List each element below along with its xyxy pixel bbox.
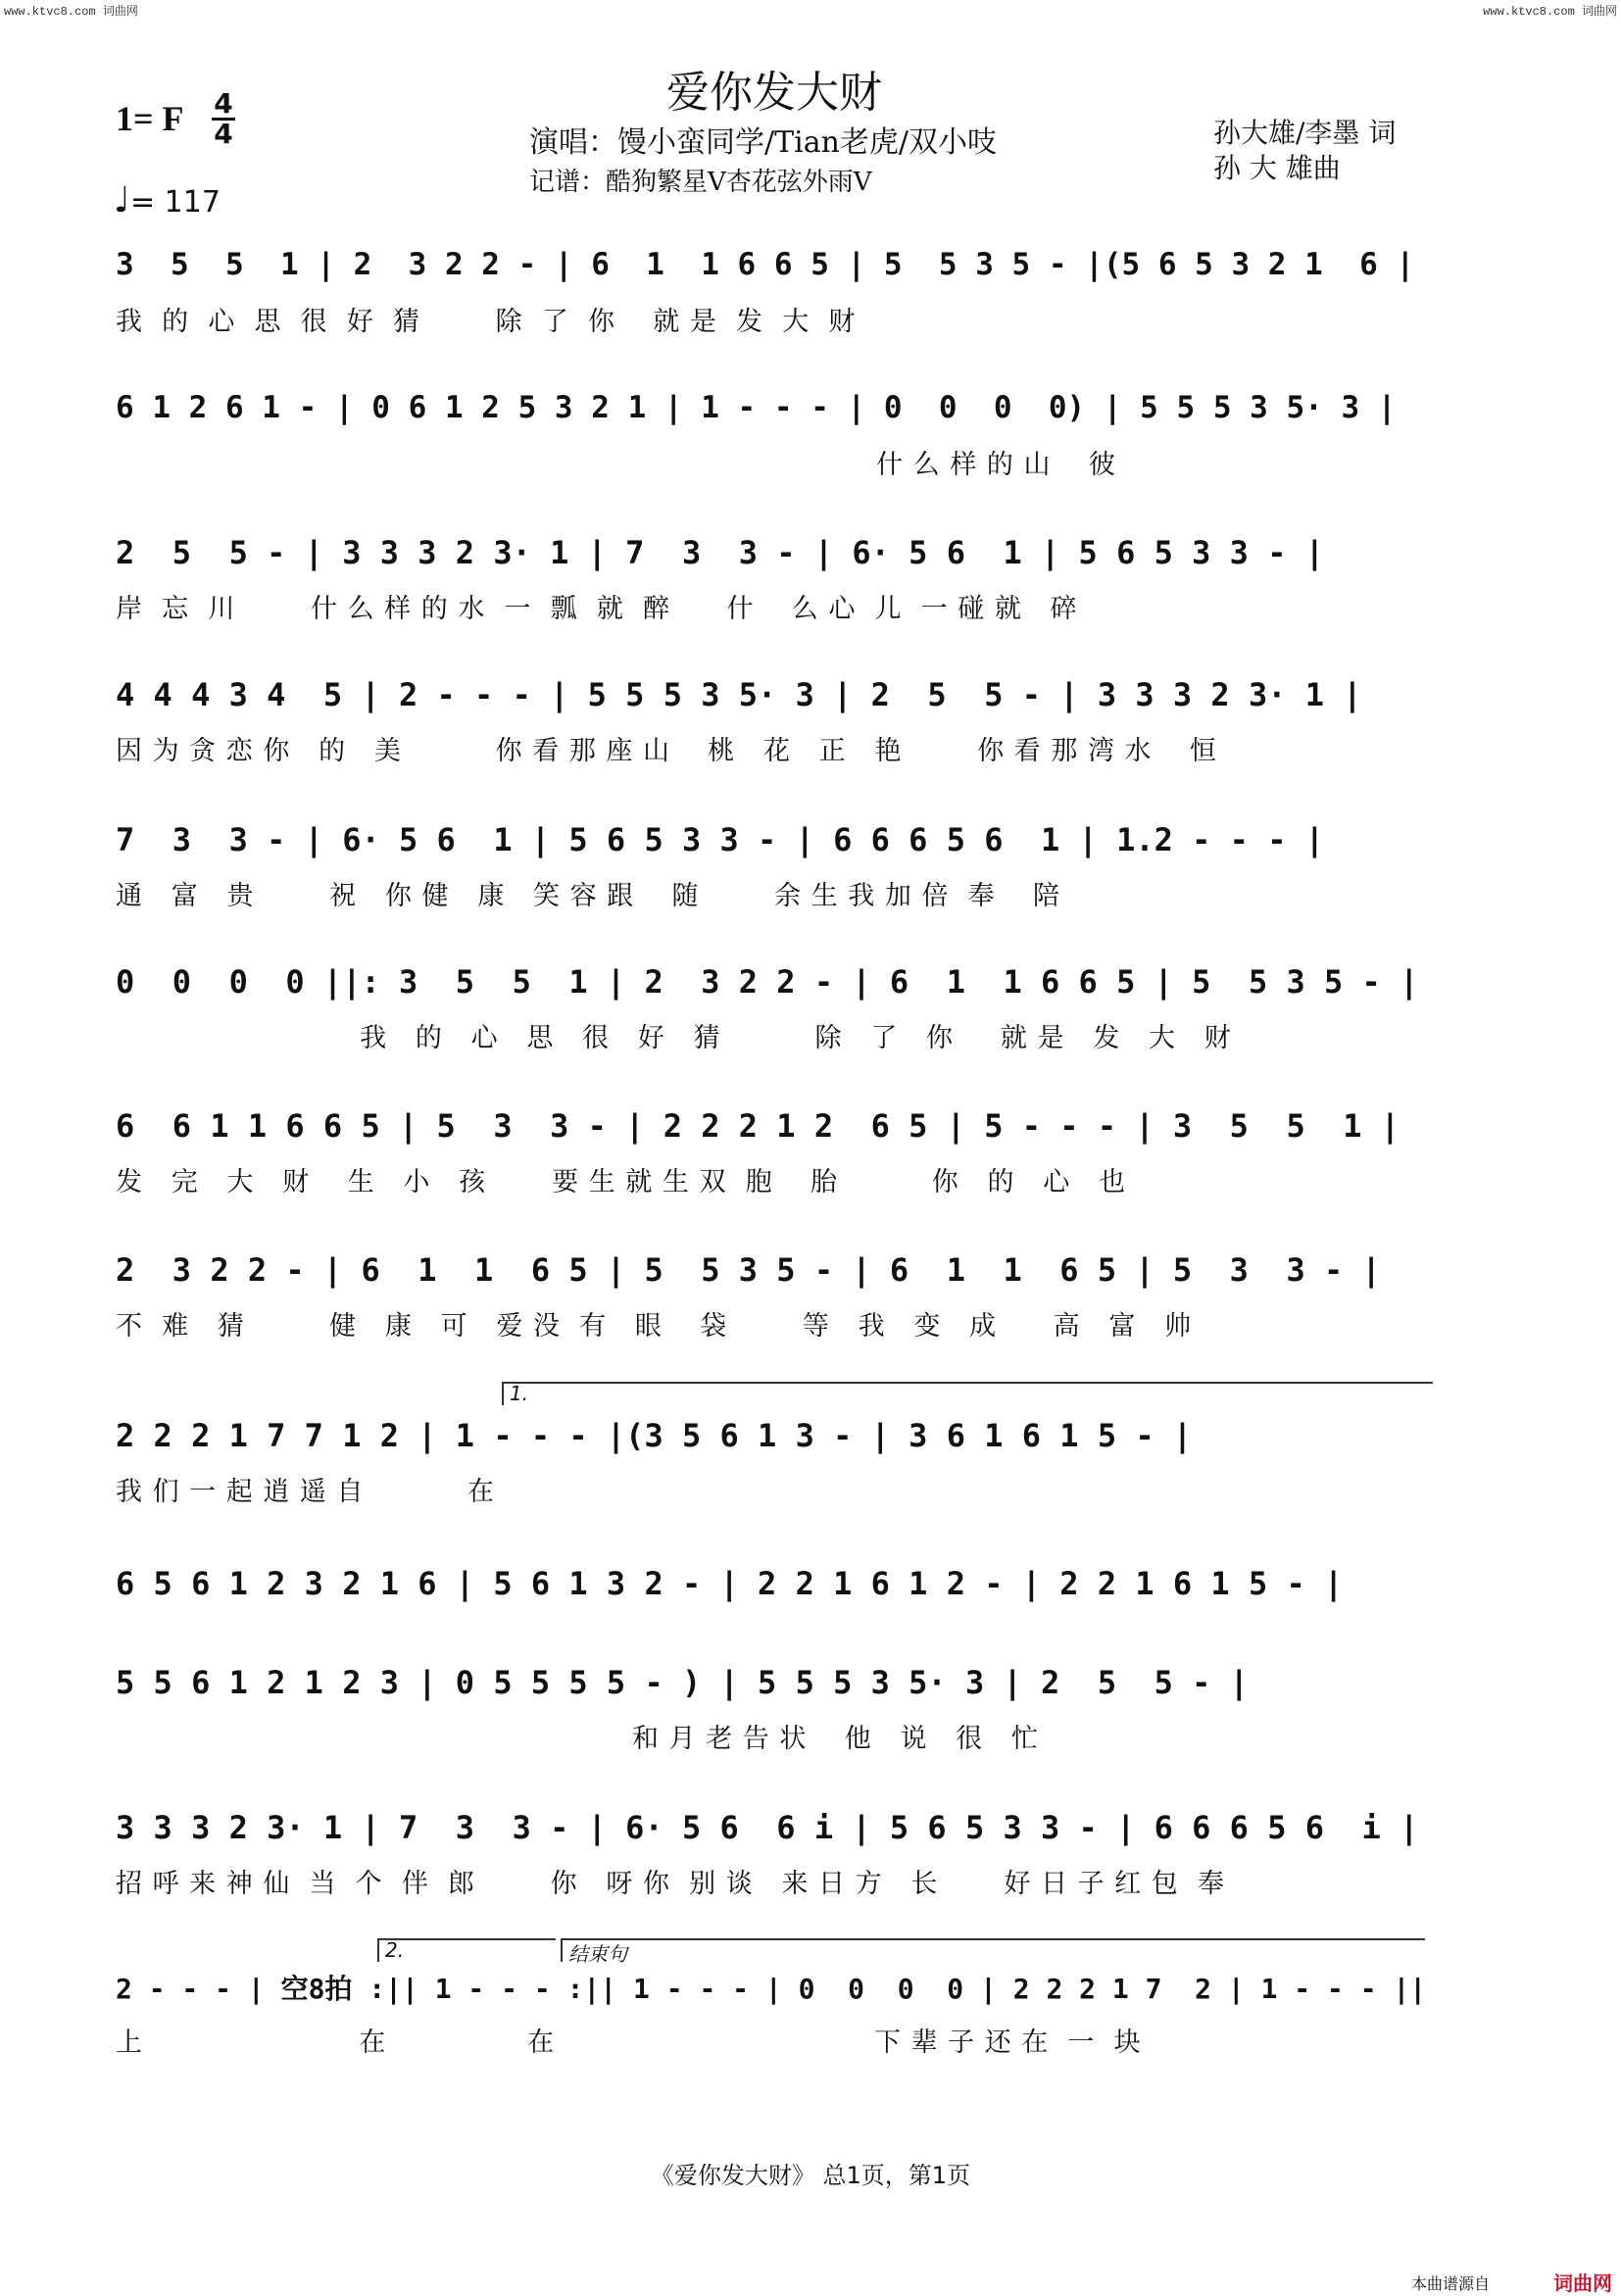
time-signature xyxy=(212,87,235,150)
notation-line: 4 4 4 3 4 5 | 2 - - - | 5 5 5 3 5· 3 | 2 5 5 - | 3 3 3 2 3· 1 | xyxy=(116,676,1362,713)
lyric-line: 我 们 一 起 逍 遥 自 在 xyxy=(116,1477,495,1507)
source-brand: 词曲网 xyxy=(1553,2272,1612,2295)
staff-system xyxy=(0,1251,1621,1389)
credits-block xyxy=(529,123,997,202)
staff-system xyxy=(0,1107,1621,1245)
staff-system xyxy=(0,1968,1621,2105)
lyric-line: 什 么 样 的 山 彼 xyxy=(116,450,1116,480)
staff-system xyxy=(0,390,1621,527)
song-title: 爱你发大财 xyxy=(666,68,882,118)
site-mark-left: www.ktvc8.com 词曲网 xyxy=(4,5,138,19)
staff-system xyxy=(0,821,1621,958)
page-info: 《爱你发大财》 总1页，第1页 xyxy=(650,2162,971,2189)
lyric-line: 我 的 心 思 很 好 猜 除 了 你 就 是 发 大 财 xyxy=(116,1023,1232,1053)
notation-line: 2 3 2 2 - | 6 1 1 6 5 | 5 5 3 5 - | 6 1 1 6 5 | 5 3 3 - | xyxy=(116,1251,1381,1289)
key-signature: 1= F xyxy=(116,99,184,138)
lyric-line: 招 呼 来 神 仙 当 个 伴 郎 你 呀 你 别 谈 来 日 方 长 好 日 子 红 包 奉 xyxy=(116,1869,1225,1899)
staff-system xyxy=(0,1664,1621,1801)
notation-line: 2 5 5 - | 3 3 3 2 3· 1 | 7 3 3 - | 6· 5 6 1 | 5 6 5 3 3 - | xyxy=(116,534,1324,571)
lyric-line: 我 的 心 思 很 好 猜 除 了 你 就 是 发 大 财 xyxy=(116,307,857,337)
ending-phrase-bracket xyxy=(561,1938,1425,1966)
notation-line: 7 3 3 - | 6· 5 6 1 | 5 6 5 3 3 - | 6 6 6 5 6 1 | 1.2 - - - | xyxy=(116,821,1324,858)
notation-line: 3 3 3 2 3· 1 | 7 3 3 - | 6· 5 6 6 i | 5 6 5 3 3 - | 6 6 6 5 6 i | xyxy=(116,1809,1419,1846)
staff-system xyxy=(0,534,1621,671)
notation-line: 6 6 1 1 6 6 5 | 5 3 3 - | 2 2 2 1 2 6 5 | 5 - - - | 3 5 5 1 | xyxy=(116,1107,1400,1145)
quarter-note-icon: ♩ xyxy=(114,180,130,220)
time-signature-top: 4 xyxy=(214,87,233,120)
staff-system xyxy=(0,1417,1621,1554)
notation-line: 6 5 6 1 2 3 2 1 6 | 5 6 1 3 2 - | 2 2 1 6 1 2 - | 2 2 1 6 1 5 - | xyxy=(116,1565,1344,1602)
notation-line: 2 - - - | 空8拍 :|| 1 - - - :|| 1 - - - | 0 0 0 0 | 2 2 2 1 7 2 | 1 - - - || xyxy=(116,1973,1427,2005)
lyric-line: 上 在 在 下 辈 子 还 在 一 块 xyxy=(116,2027,1142,2058)
site-mark-right: www.ktvc8.com 词曲网 xyxy=(1483,5,1617,19)
lyric-line: 通 富 贵 祝 你 健 康 笑 容 跟 随 余 生 我 加 倍 奉 陪 xyxy=(116,881,1060,911)
tempo-marking xyxy=(114,180,221,220)
notation-line: 2 2 2 1 7 7 1 2 | 1 - - - |(3 5 6 1 3 - | 3 6 1 6 1 5 - | xyxy=(116,1417,1193,1454)
lyric-line: 岸 忘 川 什 么 样 的 水 一 瓢 就 醉 什 么 心 儿 一 碰 就 碎 xyxy=(116,594,1078,624)
second-ending-bracket xyxy=(377,1938,556,1962)
second-ending-label: 2. xyxy=(385,1938,405,1962)
ending-phrase-label: 结束句 xyxy=(568,1942,627,1966)
staff-system xyxy=(0,676,1621,813)
staff-system xyxy=(0,963,1621,1100)
singer-line: 演唱：馒小蛮同学/Tian老虎/双小吱 xyxy=(529,125,998,160)
notation-line: 6 1 2 6 1 - | 0 6 1 2 5 3 2 1 | 1 - - - | 0 0 0 0) | 5 5 5 3 5· 3 | xyxy=(116,390,1397,425)
notation-line: 3 5 5 1 | 2 3 2 2 - | 6 1 1 6 6 5 | 5 5 3 5 - |(5 6 5 3 2 1 6 | xyxy=(116,247,1415,282)
staff-system xyxy=(0,247,1621,384)
staff-system xyxy=(0,1809,1621,1946)
first-ending-label: 1. xyxy=(510,1382,529,1405)
source-label: 本曲谱源自 xyxy=(1411,2274,1491,2293)
tempo-value: = 117 xyxy=(129,185,221,220)
first-ending-bracket xyxy=(502,1382,1433,1405)
lyric-line: 不 难 猜 健 康 可 爱 没 有 眼 袋 等 我 变 成 高 富 帅 xyxy=(116,1311,1193,1342)
lyric-line: 因 为 贪 恋 你 的 美 你 看 那 座 山 桃 花 正 艳 你 看 那 湾 水 恒 xyxy=(116,736,1217,766)
lyric-line: 发 完 大 财 生 小 孩 要 生 就 生 双 胞 胎 你 的 心 也 xyxy=(116,1167,1127,1197)
authors-block xyxy=(1213,116,1396,186)
notation-line: 0 0 0 0 ||: 3 5 5 1 | 2 3 2 2 - | 6 1 1 6 6 5 | 5 5 3 5 - | xyxy=(116,963,1419,1001)
lyric-line: 和 月 老 告 状 他 说 很 忙 xyxy=(116,1724,1039,1754)
lyricist-line: 孙大雄/李墨 词 xyxy=(1213,117,1397,149)
notation-line: 5 5 6 1 2 1 2 3 | 0 5 5 5 5 - ) | 5 5 5 3 5· 3 | 2 5 5 - | xyxy=(116,1664,1249,1701)
transcriber-line: 记谱：酷狗繁星V杏花弦外雨V xyxy=(529,168,872,197)
time-signature-bottom: 4 xyxy=(212,118,235,148)
composer-line: 孙 大 雄曲 xyxy=(1213,152,1341,184)
